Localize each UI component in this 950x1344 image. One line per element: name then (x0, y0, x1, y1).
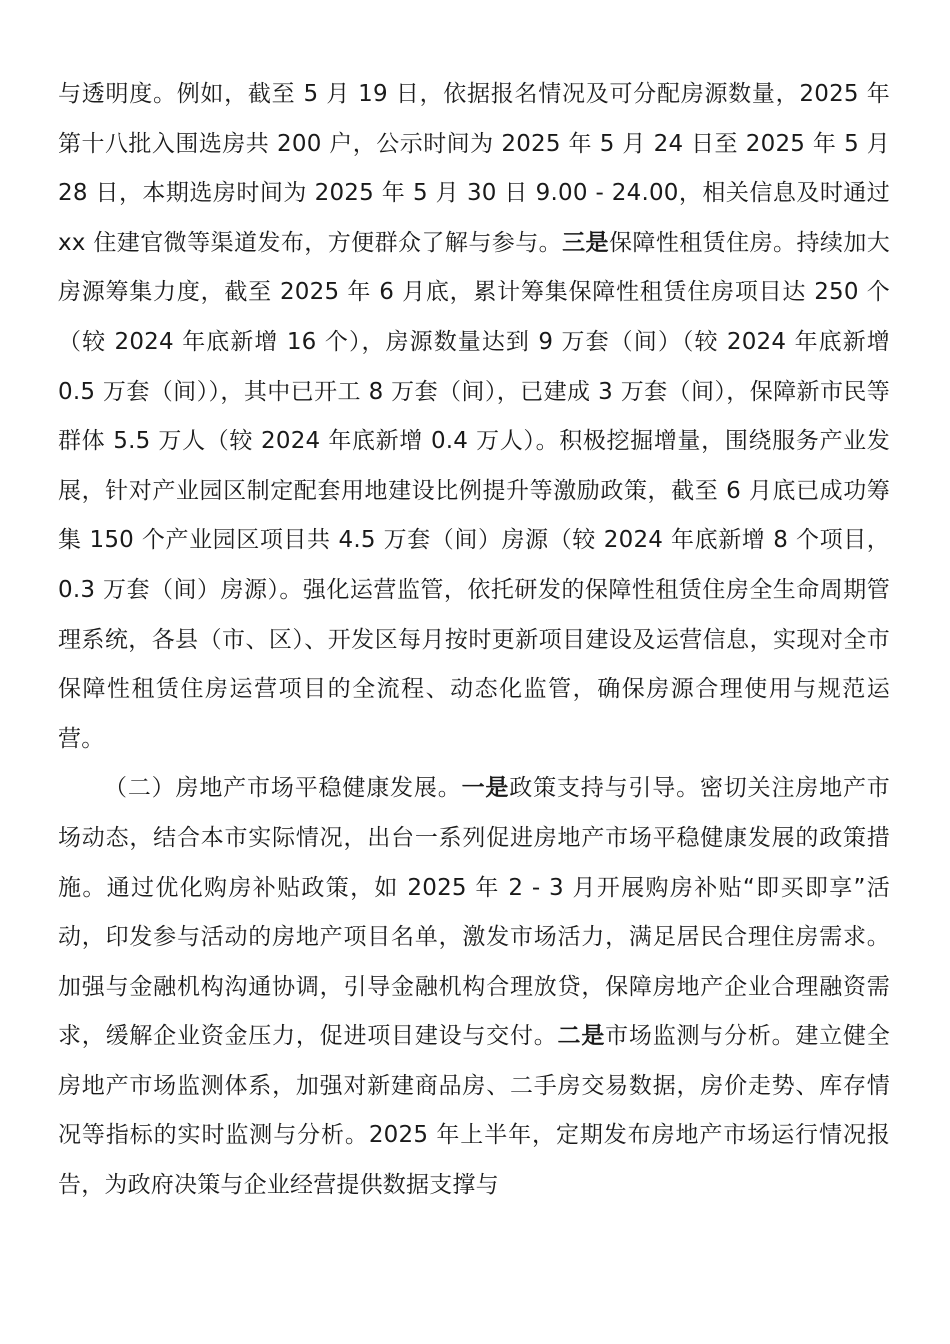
paragraph-2-bold-marker-2: 二是 (557, 1023, 606, 1050)
paragraph-2-text-2: 市场监测与分析。建立健全房地产市场监测体系，加强对新建商品房、二手房交易数据，房价走势、库存情况等指标的实时监测与分析。2025 年上半年，定期发布房地产市场运行情况报告，为政府决策与企业经营提供数据支撑与 (58, 1023, 890, 1199)
paragraph-2-bold-marker-1: 一是 (461, 775, 510, 802)
paragraph-2-text-1: 政策支持与引导。密切关注房地产市场动态，结合本市实际情况，出台一系列促进房地产市场平稳健康发展的政策措施。通过优化购房补贴政策，如 2025 年 2 - 3 月开展购房补贴“即买即享”活动，印发参与活动的房地产项目名单，激发市场活力，满足居民合理住房需求。加强与金融机构沟通协调，引导金融机构合理放贷，保障房地产企业合理融资需求，缓解企业资金压力，促进项目建设与交付。 (58, 775, 891, 1050)
paragraph-1 (58, 70, 890, 764)
paragraph-1-text-1: 与透明度。例如，截至 5 月 19 日，依据报名情况及可分配房源数量，2025 年第十八批入围选房共 200 户，公示时间为 2025 年 5 月 24 日至 2025 年 5 月 28 日，本期选房时间为 2025 年 5 月 30 日 9.00 - 24.00，相关信息及时通过 xx 住建官微等渠道发布，方便群众了解与参与。 (58, 81, 890, 256)
document-page (58, 70, 890, 1211)
paragraph-2-heading: （二）房地产市场平稳健康发展。 (104, 775, 462, 802)
paragraph-1-bold-marker-3: 三是 (562, 229, 609, 256)
paragraph-1-text-2: 保障性租赁住房。持续加大房源筹集力度，截至 2025 年 6 月底，累计筹集保障性租赁住房项目达 250 个（较 2024 年底新增 16 个），房源数量达到 9 万套（间）（较 2024 年底新增 0.5 万套（间）），其中已开工 8 万套（间），已建成 3 万套（间），保障新市民等群体 5.5 万人（较 2024 年底新增 0.4 万人）。积极挖掘增量，围绕服务产业发展，针对产业园区制定配套用地建设比例提升等激励政策，截至 6 月底已成功筹集 150 个产业园区项目共 4.5 万套（间）房源（较 2024 年底新增 8 个项目，0.3 万套（间）房源）。强化运营监管，依托研发的保障性租赁住房全生命周期管理系统，各县（市、区）、开发区每月按时更新项目建设及运营信息，实现对全市保障性租赁住房运营项目的全流程、动态化监管，确保房源合理使用与规范运营。 (58, 229, 890, 752)
paragraph-2 (58, 764, 890, 1210)
